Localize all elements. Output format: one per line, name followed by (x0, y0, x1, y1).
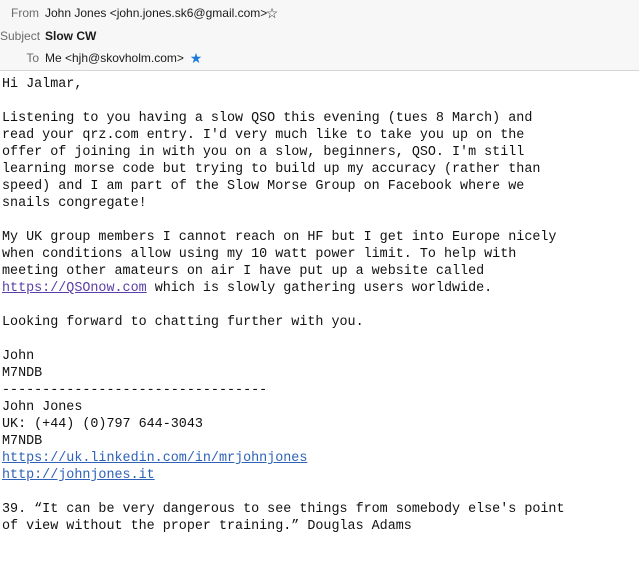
subject-label: Subject (0, 29, 41, 43)
to-label: To (26, 51, 39, 65)
subject-row (0, 26, 639, 46)
body-line: snails congregate! (2, 196, 147, 211)
body-line: My UK group members I cannot reach on HF but I get into Europe nicely (2, 230, 557, 245)
star-filled-icon[interactable]: ★ (189, 50, 203, 66)
body-line-tail: which is slowly gathering users worldwide. (146, 281, 493, 296)
to-address[interactable]: Me <hjh@skovholm.com> (45, 51, 184, 65)
message-header (0, 0, 639, 71)
signature-phone: UK: (+44) (0)797 644-3043 (2, 417, 203, 432)
from-row (0, 3, 639, 23)
quote-line: of view without the proper training.” Douglas Adams (2, 519, 412, 534)
to-row (0, 48, 639, 68)
sign-name: John (2, 349, 35, 364)
greeting: Hi Jalmar, (2, 77, 83, 92)
linkedin-link[interactable]: https://uk.linkedin.com/in/mrjohnjones (2, 451, 308, 466)
body-line (2, 280, 632, 297)
star-outline-icon[interactable]: ☆ (265, 5, 279, 21)
message-body (2, 76, 632, 535)
signature-call: M7NDB (2, 434, 43, 449)
body-line: Listening to you having a slow QSO this evening (tues 8 March) and (2, 111, 533, 126)
subject-value: Slow CW (45, 29, 97, 43)
body-line: offer of joining in with you on a slow, beginners, QSO. I'm still (2, 145, 525, 160)
body-line: meeting other amateurs on air I have put up a website called (2, 264, 485, 279)
body-line: when conditions allow using my 10 watt power limit. To help with (2, 247, 517, 262)
signature-name: John Jones (2, 400, 83, 415)
body-line: speed) and I am part of the Slow Morse Group on Facebook where we (2, 179, 525, 194)
signature-separator: --------------------------------- (2, 383, 268, 398)
website-link[interactable]: http://johnjones.it (2, 468, 155, 483)
qsonow-link[interactable]: https://QSOnow.com (2, 281, 147, 296)
body-line: learning morse code but trying to build up my accuracy (rather than (2, 162, 541, 177)
closing-line: Looking forward to chatting further with you. (2, 315, 364, 330)
from-label: From (11, 6, 39, 20)
body-line: read your qrz.com entry. I'd very much like to take you up on the (2, 128, 525, 143)
quote-line: 39. “It can be very dangerous to see things from somebody else's point (2, 502, 565, 517)
sign-call: M7NDB (2, 366, 43, 381)
from-address[interactable]: John Jones <john.jones.sk6@gmail.com> (45, 6, 268, 20)
